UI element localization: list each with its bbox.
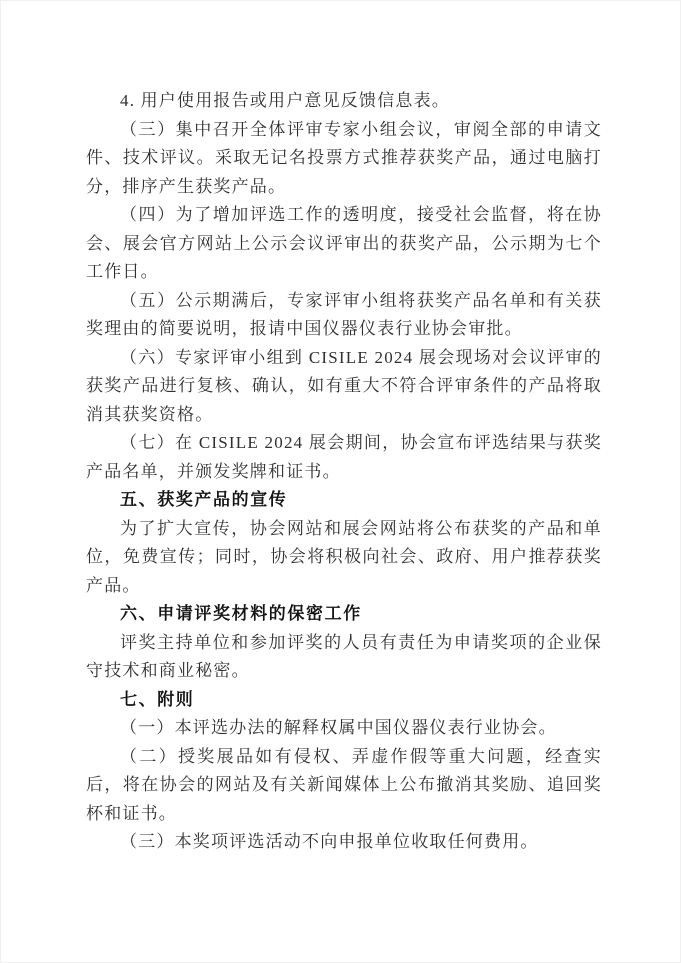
paragraph: （三）本奖项评选活动不向申报单位收取任何费用。 [120, 832, 539, 851]
section-heading: 七、附则 [120, 689, 195, 709]
paragraph: 为了扩大宣传，协会网站和展会网站将公布获奖的产品和单位，免费宣传；同时，协会将积极向社会、政府、用户推荐获奖产品。 [86, 518, 602, 595]
paragraph: （三）集中召开全体评审专家小组会议，审阅全部的申请文件、技术评议。采取无记名投票方式推荐获奖产品，通过电脑打分，排序产生获奖产品。 [86, 119, 602, 196]
paragraph: （七）在 CISILE 2024 展会期间，协会宣布评选结果与获奖产品名单，并颁发奖牌和证书。 [86, 433, 602, 481]
document-body [86, 87, 602, 857]
section-heading: 五、获奖产品的宣传 [120, 490, 288, 509]
paragraph: 4. 用户使用报告或用户意见反馈信息表。 [120, 91, 450, 110]
section-heading: 六、申请评奖材料的保密工作 [120, 604, 362, 623]
paragraph: （六）专家评审小组到 CISILE 2024 展会现场对会议评审的获奖产品进行复核、确认，如有重大不符合评审条件的产品将取消其获奖资格。 [86, 347, 602, 424]
paragraph: （五）公示期满后，专家评审小组将获奖产品名单和有关获奖理由的简要说明，报请中国仪器仪表行业协会审批。 [86, 290, 602, 338]
paragraph: （四）为了增加评选工作的透明度，接受社会监督，将在协会、展会官方网站上公示会议评审出的获奖产品，公示期为七个工作日。 [86, 205, 602, 281]
paragraph: （二）授奖展品如有侵权、弄虚作假等重大问题，经查实后，将在协会的网站及有关新闻媒体上公布撤消其奖励、追回奖杯和证书。 [86, 746, 602, 823]
paragraph: 评奖主持单位和参加评奖的人员有责任为申请奖项的企业保守技术和商业秘密。 [86, 632, 602, 680]
paragraph: （一）本评选办法的解释权属中国仪器仪表行业协会。 [120, 718, 557, 737]
